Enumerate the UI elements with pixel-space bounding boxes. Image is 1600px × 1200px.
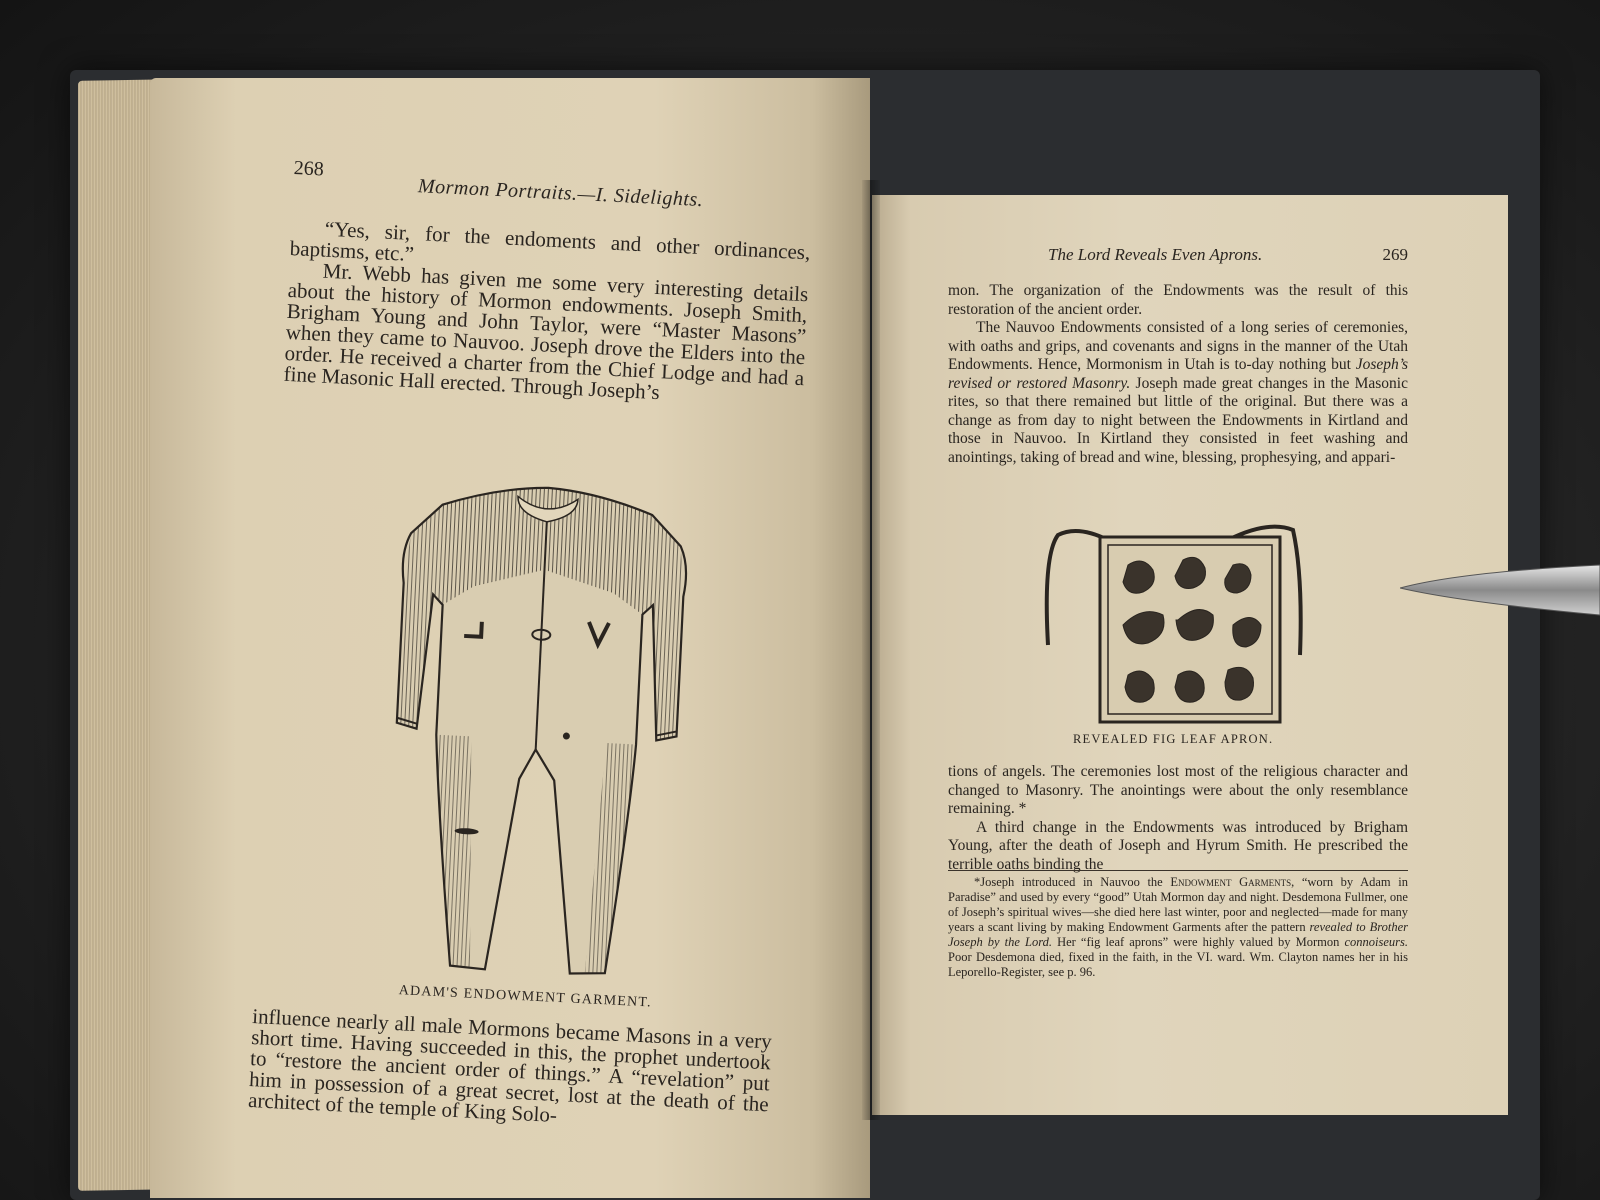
footnote-small-caps: Endowment Garments, [1170, 875, 1295, 889]
footnote-d: Poor Desdemona died, fixed in the faith, in the VI. ward. Wm. Clayton names her in his Leporello-Register, see p. 96. [948, 950, 1408, 979]
right-body-text [948, 282, 1408, 467]
right-page-number: 269 [1382, 245, 1408, 264]
right-paragraph-2-a: The Nauvoo Endowments consisted of a long series of ceremonies, with oaths and grips, and covenants and signs in the manner of the Utah Endowments. Hence, Mormonism in Utah is to-day nothing but [948, 319, 1408, 373]
footnote-text [948, 875, 1408, 980]
right-paragraph-3: tions of angels. The ceremonies lost most of the religious character and changed to Masonry. The anointings were about the only resemblance remaining. * [948, 763, 1408, 817]
left-paragraph-3: influence nearly all male Mormons became Masons in a very short time. Having succeeded in this, the prophet undertook to “restore the ancient order of things.” A “revelation” put him in possession of a great secret, lost at the death of the architect of the temple of King Solo- [247, 1004, 773, 1128]
left-paragraph-1: “Yes, sir, for the endoments and other ordinances, baptisms, etc.” [289, 216, 811, 267]
right-body-text-after [948, 763, 1408, 874]
fig-leaf-apron-illustration [1038, 515, 1318, 730]
right-paragraph-1: mon. The organization of the Endowments was the result of this restoration of the ancient order. [948, 282, 1408, 318]
left-page-number: 268 [293, 157, 325, 181]
left-paragraph-2: Mr. Webb has given me some very interesting details about the history of Mormon endowments. Joseph Smith, Brigham Young and John Taylor, were “Master Masons” when they came to Nauvoo. Joseph drove the Elders into the order. He received a charter from the Chief Lodge and had a fine Masonic Hall erected. Through Joseph’s [283, 258, 809, 405]
footnote-italic-2: connoiseurs. [1344, 935, 1408, 949]
footnote-b: “worn by Adam in Paradise” and used by every “good” Utah Mormon day and night. Desdemona Fullmer, one of Joseph’s spiritual wives—she died here last winter, poor and neglected—made for many years a scant living by making Endowment Garments after the pattern [948, 875, 1408, 934]
left-body-text [283, 217, 811, 410]
right-paragraph-2-b: Joseph made great changes in the Masonic rites, so that there remained but little of the original. But there was a change as from day to night between the Endowments in Kirtland and those in Nauvoo. In Kirtland they consisted in feet washing and anointings, taking of bread and wine, blessing, prophesying, and appari- [948, 374, 1408, 466]
left-figure-caption: ADAM'S ENDOWMENT GARMENT. [398, 983, 653, 1011]
footnote-rule [948, 870, 1408, 871]
letter-opener-blade [1400, 560, 1600, 630]
right-paragraph-2-italic: Joseph’s revised or restored Masonry. [948, 356, 1408, 392]
footnote-italic: revealed to Brother Joseph by the Lord. [948, 920, 1409, 949]
right-running-head: The Lord Reveals Even Aprons. [1048, 245, 1263, 264]
right-paragraph-4: A third change in the Endowments was introduced by Brigham Young, after the death of Joseph and Hyrum Smith. He prescribed the terrible oaths binding the [948, 818, 1408, 873]
right-running-head-row [1048, 245, 1408, 265]
left-running-head: Mormon Portraits.—I. Sidelights. [417, 175, 704, 212]
book-gutter [862, 180, 880, 1120]
footnote-a: *Joseph introduced in Nauvoo the [974, 875, 1171, 889]
endowment-garment-illustration [360, 472, 714, 988]
footnote [948, 875, 1408, 980]
right-figure-caption: REVEALED FIG LEAF APRON. [1073, 732, 1274, 746]
right-paragraph-2 [948, 319, 1408, 467]
footnote-c: Her “fig leaf aprons” were highly valued by Mormon [1052, 935, 1345, 949]
